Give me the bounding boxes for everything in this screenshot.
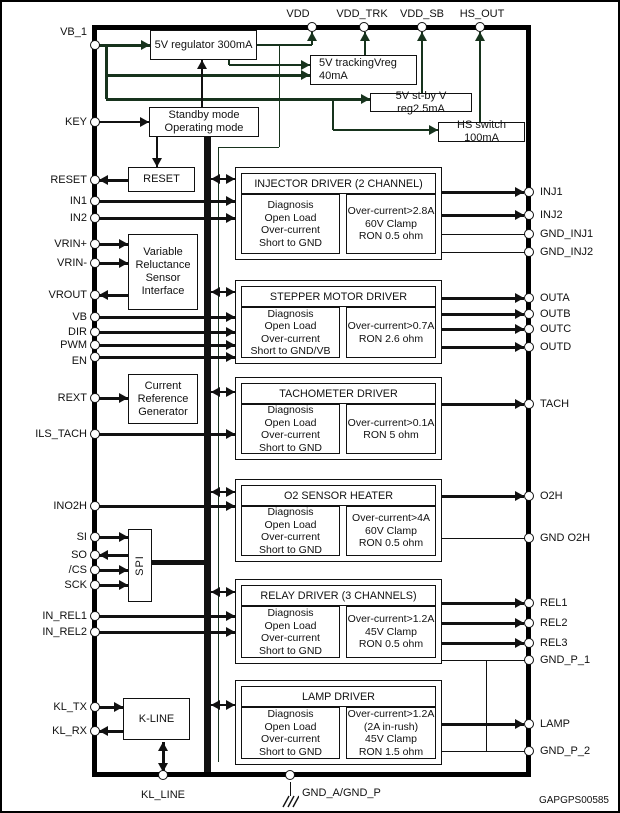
pin-label-gnd-a-gnd-p: GND_A/GND_P — [302, 787, 381, 799]
pin-outc — [524, 324, 534, 334]
wire — [106, 98, 370, 101]
wire — [218, 147, 279, 148]
standby-operating-mode-label: Standby mode — [168, 109, 240, 121]
pin-label-inj2: INJ2 — [540, 209, 563, 221]
wire — [99, 200, 235, 203]
relay-driver-diagnosis-line: Diagnosis — [267, 607, 314, 619]
pin-kl-tx — [90, 702, 100, 712]
arrowhead — [99, 290, 108, 300]
pin-label-vrin: VRIN- — [57, 257, 87, 269]
wire — [442, 723, 524, 726]
wire — [152, 560, 204, 565]
arrowhead — [515, 309, 524, 319]
arrowhead — [226, 312, 235, 322]
tachometer-driver-spec-line: RON 5 ohm — [363, 429, 419, 441]
o2-sensor-heater-spec-line: 60V Clamp — [365, 524, 417, 537]
arrowhead — [119, 258, 128, 268]
stepper-motor-driver-diagnosis-line: Short to GND/VB — [250, 345, 331, 357]
pin-label-outb: OUTB — [540, 308, 571, 320]
arrowhead — [226, 196, 235, 206]
pin-vdd-trk — [359, 22, 369, 32]
pin-label-outa: OUTA — [540, 292, 570, 304]
arrowhead — [226, 213, 235, 223]
arrowhead — [211, 174, 220, 184]
arrowhead — [226, 340, 235, 350]
wire — [442, 252, 529, 253]
arrowhead — [119, 239, 128, 249]
standby-operating-mode-label: Operating mode — [164, 122, 244, 134]
pin-vrin — [90, 258, 100, 268]
stepper-motor-driver-diagnosis-line: Over-current — [261, 332, 320, 345]
arrowhead — [515, 491, 524, 501]
lamp-driver-spec-line: RON 1.5 ohm — [358, 745, 424, 758]
wire — [442, 642, 524, 645]
pin-label-kl-rx: KL_RX — [52, 725, 87, 737]
hs-switch-label: HS switch 100mA — [457, 119, 506, 144]
pin-rel2 — [524, 618, 534, 628]
pin-label-key: KEY — [64, 116, 87, 128]
pin-gnd-p-2 — [524, 746, 534, 756]
arrowhead — [226, 327, 235, 337]
pin-in1 — [90, 196, 100, 206]
tachometer-driver-diagnosis-line: Open Load — [264, 416, 317, 429]
pin-vrin — [90, 239, 100, 249]
wire — [486, 660, 487, 751]
arrowhead — [515, 342, 524, 352]
wire — [442, 602, 524, 605]
wire — [99, 505, 235, 508]
wire — [105, 45, 108, 99]
wire — [442, 191, 524, 194]
arrowhead — [226, 387, 235, 397]
arrowhead — [361, 94, 370, 104]
pin-label-reset: RESET — [50, 174, 87, 186]
pin-reset — [90, 175, 100, 185]
arrowhead — [226, 487, 235, 497]
regulator-5v-box — [150, 30, 257, 60]
pin-hs-out — [475, 22, 485, 32]
pin-label-lamp: LAMP — [540, 718, 570, 730]
arrowhead — [211, 287, 220, 297]
arrowhead — [360, 32, 370, 41]
tachometer-driver-diagnosis — [241, 404, 340, 454]
wire — [479, 32, 481, 122]
arrowhead — [475, 32, 485, 41]
arrowhead — [515, 293, 524, 303]
o2-sensor-heater-diagnosis — [241, 506, 340, 556]
pin-label-ils-tach: ILS_TACH — [35, 428, 87, 440]
diagram-code-label: GAPGPS00585 — [538, 795, 609, 806]
tracking-vreg-label: 40mA — [319, 70, 348, 82]
arrowhead — [226, 700, 235, 710]
arrowhead — [515, 598, 524, 608]
wire — [99, 356, 235, 359]
pin-label-vb-1: VB_1 — [60, 26, 87, 38]
o2-sensor-heater-diagnosis-line: Short to GND — [258, 543, 323, 556]
pin-vdd-sb — [417, 22, 427, 32]
wire — [257, 44, 312, 46]
pin-label-cs: /CS — [68, 564, 87, 576]
arrowhead — [515, 618, 524, 628]
arrowhead — [114, 702, 123, 712]
ground-icon — [281, 794, 299, 808]
relay-driver-diagnosis-line: Open Load — [264, 619, 317, 632]
tracking-vreg-label: 5V trackingVreg — [319, 57, 397, 69]
current-reference-generator-label: Reference — [137, 392, 189, 405]
tachometer-driver-title: TACHOMETER DRIVER — [241, 383, 436, 404]
pin-vb-1 — [90, 40, 100, 50]
wire — [204, 137, 211, 772]
pin-dir — [90, 327, 100, 337]
injector-driver-spec-line: RON 0.5 ohm — [358, 230, 424, 243]
wire — [442, 328, 524, 331]
pin-vrout — [90, 290, 100, 300]
stepper-motor-driver-diagnosis-line: Open Load — [264, 320, 317, 332]
pin-o2h — [524, 491, 534, 501]
pin-label-outc: OUTC — [540, 323, 572, 335]
lamp-driver-diagnosis-line: Short to GND — [258, 745, 323, 758]
arrowhead — [515, 210, 524, 220]
arrowhead — [99, 175, 108, 185]
injector-driver-diagnosis-line: Open Load — [264, 211, 317, 224]
vr-sensor-interface-label: Interface — [141, 285, 185, 297]
pin-label-o2h: O2H — [540, 490, 563, 502]
pin-label-gnd-p-1: GND_P_1 — [540, 654, 591, 666]
current-reference-generator-label: Current — [144, 379, 182, 392]
stepper-motor-driver-spec-line: RON 2.6 ohm — [358, 332, 424, 345]
lamp-driver-spec — [346, 707, 436, 759]
lamp-driver-spec-line: 45V Clamp — [365, 733, 417, 745]
pin-outd — [524, 342, 534, 352]
o2-sensor-heater-diagnosis-line: Open Load — [264, 518, 317, 531]
pin-en — [90, 352, 100, 362]
arrowhead — [515, 187, 524, 197]
arrowhead — [515, 638, 524, 648]
relay-driver-title: RELAY DRIVER (3 CHANNELS) — [241, 585, 436, 606]
pin-label-tach: TACH — [540, 398, 570, 410]
wire — [442, 346, 524, 349]
pin-rel3 — [524, 638, 534, 648]
pin-rext — [90, 393, 100, 403]
wire — [332, 99, 334, 130]
o2-sensor-heater-diagnosis-line: Diagnosis — [267, 506, 314, 518]
arrowhead — [119, 565, 128, 575]
tachometer-driver-spec — [346, 404, 436, 454]
pin-label-vrin: VRIN+ — [54, 238, 87, 250]
relay-driver-diagnosis-line: Short to GND — [258, 644, 323, 657]
wire — [99, 344, 235, 347]
pin-label-vrout: VROUT — [48, 289, 87, 301]
pin-label-gnd-p-2: GND_P_2 — [540, 745, 591, 757]
arrowhead — [119, 393, 128, 403]
pin-key — [90, 117, 100, 127]
stepper-motor-driver-spec — [346, 307, 436, 358]
standby-vreg-box — [370, 89, 472, 115]
vr-sensor-interface-label: Reluctance — [135, 259, 191, 271]
stepper-motor-driver-title: STEPPER MOTOR DRIVER — [241, 286, 436, 307]
wire — [442, 214, 524, 217]
arrowhead — [99, 726, 108, 736]
tachometer-driver-diagnosis-line: Diagnosis — [267, 404, 314, 416]
stepper-motor-driver-spec-line: Over-current>0.7A — [347, 320, 435, 332]
wire — [229, 64, 310, 66]
pin-rel1 — [524, 598, 534, 608]
wire — [279, 45, 280, 147]
pin-label-sck: SCK — [64, 579, 87, 591]
lamp-driver-diagnosis-line: Open Load — [264, 720, 317, 733]
relay-driver-spec-line: Over-current>1.2A — [347, 613, 435, 626]
pin-label-vdd-sb: VDD_SB — [399, 8, 445, 20]
arrowhead — [211, 587, 220, 597]
injector-driver-spec-line: 60V Clamp — [365, 217, 417, 230]
wire — [442, 403, 524, 406]
pin-so — [90, 550, 100, 560]
injector-driver-spec-line: Over-current>2.8A — [347, 205, 435, 218]
o2-sensor-heater-title: O2 SENSOR HEATER — [241, 485, 436, 506]
arrowhead — [226, 352, 235, 362]
pin-pwm — [90, 340, 100, 350]
wire — [99, 433, 235, 436]
pin-cs — [90, 565, 100, 575]
arrowhead — [226, 287, 235, 297]
pin-label-pwm: PWM — [60, 339, 87, 351]
o2-sensor-heater-spec-line: RON 0.5 ohm — [358, 537, 424, 550]
o2-sensor-heater-spec — [346, 506, 436, 556]
pin-label-dir: DIR — [68, 326, 87, 338]
pin-kl-rx — [90, 726, 100, 736]
arrowhead — [515, 399, 524, 409]
relay-driver-diagnosis — [241, 606, 340, 658]
pin-label-so: SO — [71, 549, 87, 561]
k-line-label: K-LINE — [138, 712, 175, 725]
reset-block-box — [128, 167, 195, 192]
wire — [442, 313, 524, 316]
tachometer-driver-spec-line: Over-current>0.1A — [347, 416, 435, 429]
arrowhead — [307, 32, 317, 41]
wire — [218, 147, 219, 762]
wire — [99, 217, 235, 220]
wire — [442, 495, 524, 498]
pin-label-rext: REXT — [57, 392, 87, 404]
pin-gnd-inj1 — [524, 229, 534, 239]
pin-label-inj1: INJ1 — [540, 186, 563, 198]
pin-outb — [524, 309, 534, 319]
arrowhead — [99, 550, 108, 560]
spi-label: SPI — [133, 555, 146, 576]
lamp-driver-title: LAMP DRIVER — [241, 686, 436, 707]
stepper-motor-driver-diagnosis — [241, 307, 340, 358]
pin-label-outd: OUTD — [540, 341, 572, 353]
pin-ils-tach — [90, 429, 100, 439]
pin-label-kl-line: KL_LINE — [140, 789, 186, 801]
vr-sensor-interface-label: Variable — [143, 246, 183, 258]
arrowhead — [140, 117, 149, 127]
reset-block-label: RESET — [143, 173, 180, 185]
current-reference-generator-box — [128, 374, 198, 424]
wire — [442, 297, 524, 300]
arrowhead — [158, 742, 168, 751]
arrowhead — [429, 125, 438, 135]
arrowhead — [211, 487, 220, 497]
arrowhead — [119, 580, 128, 590]
arrowhead — [515, 324, 524, 334]
pin-label-gnd-inj2: GND_INJ2 — [540, 246, 594, 258]
pin-label-si: SI — [76, 531, 87, 543]
arrowhead — [226, 611, 235, 621]
wire — [99, 331, 235, 334]
vr-sensor-interface-label: Sensor — [145, 272, 181, 284]
arrowhead — [515, 719, 524, 729]
arrowhead — [226, 174, 235, 184]
relay-driver-diagnosis-line: Over-current — [261, 632, 320, 644]
injector-driver-diagnosis-line: Over-current — [261, 224, 320, 236]
pin-in2 — [90, 213, 100, 223]
standby-vreg-label: 5V st-by V reg2.5mA — [395, 89, 447, 115]
arrowhead — [141, 40, 150, 50]
pin-label-in-rel2: IN_REL2 — [42, 626, 87, 638]
wire — [442, 234, 529, 235]
pin-inj1 — [524, 187, 534, 197]
spi-box — [128, 529, 152, 602]
pin-in-rel2 — [90, 627, 100, 637]
regulator-5v-label: 5V regulator 300mA — [154, 38, 253, 51]
o2-sensor-heater-spec-line: Over-current>4A — [352, 512, 430, 525]
relay-driver-spec-line: RON 0.5 ohm — [358, 638, 424, 651]
wire — [442, 622, 524, 625]
pin-gnd-p-1 — [524, 655, 534, 665]
pin-sck — [90, 580, 100, 590]
pin-vdd — [307, 22, 317, 32]
pin-label-vdd-trk: VDD_TRK — [336, 8, 388, 20]
pin-kl-line — [158, 770, 168, 780]
lamp-driver-diagnosis-line: Diagnosis — [267, 708, 314, 720]
pin-gnd-o2h — [524, 533, 534, 543]
pin-label-vb: VB — [72, 311, 87, 323]
pin-label-ino2h: INO2H — [53, 500, 87, 512]
pin-label-gnd-o2h: GND O2H — [540, 532, 591, 544]
arrowhead — [119, 532, 128, 542]
pin-label-rel2: REL2 — [540, 617, 568, 629]
pin-label-in2: IN2 — [69, 212, 87, 224]
pin-outa — [524, 293, 534, 303]
pin-vb — [90, 312, 100, 322]
lamp-driver-spec-line: Over-current>1.2A — [347, 708, 435, 720]
lamp-driver-spec-line: (2A in-rush) — [363, 720, 419, 733]
lamp-driver-diagnosis-line: Over-current — [261, 733, 320, 745]
arrowhead — [211, 700, 220, 710]
injector-driver-spec — [346, 194, 436, 254]
tachometer-driver-diagnosis-line: Over-current — [261, 429, 320, 441]
vr-sensor-interface-box — [128, 234, 198, 310]
pin-gnd-a-gnd-p — [285, 770, 295, 780]
tracking-vreg-box — [310, 55, 417, 85]
pin-label-in-rel1: IN_REL1 — [42, 610, 87, 622]
relay-driver-spec-line: 45V Clamp — [365, 625, 417, 638]
pin-tach — [524, 399, 534, 409]
arrowhead — [226, 501, 235, 511]
pin-label-vdd: VDD — [286, 8, 310, 20]
injector-driver-title: INJECTOR DRIVER (2 CHANNEL) — [241, 173, 436, 194]
arrowhead — [226, 587, 235, 597]
injector-driver-diagnosis-line: Diagnosis — [267, 199, 314, 211]
pin-gnd-inj2 — [524, 247, 534, 257]
pin-si — [90, 532, 100, 542]
lamp-driver-diagnosis — [241, 707, 340, 759]
arrowhead — [152, 158, 162, 167]
current-reference-generator-label: Generator — [138, 405, 188, 418]
arrowhead — [197, 60, 207, 69]
hs-switch-box — [438, 119, 525, 144]
pin-label-in1: IN1 — [69, 195, 87, 207]
pin-label-kl-tx: KL_TX — [53, 701, 87, 713]
relay-driver-spec — [346, 606, 436, 658]
pin-label-gnd-inj1: GND_INJ1 — [540, 228, 594, 240]
o2-sensor-heater-diagnosis-line: Over-current — [261, 531, 320, 543]
standby-operating-mode-box — [149, 107, 259, 137]
pin-in-rel1 — [90, 611, 100, 621]
pin-label-en: EN — [71, 355, 87, 367]
pin-label-rel3: REL3 — [540, 637, 568, 649]
injector-driver-diagnosis-line: Short to GND — [258, 236, 323, 249]
wire — [442, 538, 529, 539]
arrowhead — [226, 429, 235, 439]
wire — [333, 129, 438, 131]
stepper-motor-driver-diagnosis-line: Diagnosis — [267, 307, 314, 320]
injector-driver-diagnosis — [241, 194, 340, 254]
arrowhead — [301, 60, 310, 70]
arrowhead — [226, 627, 235, 637]
pin-lamp — [524, 719, 534, 729]
wire — [99, 316, 235, 319]
wire — [421, 32, 423, 93]
pin-label-hs-out: HS_OUT — [459, 8, 505, 20]
tachometer-driver-diagnosis-line: Short to GND — [258, 441, 323, 454]
pin-ino2h — [90, 501, 100, 511]
wire — [99, 631, 235, 634]
pin-label-rel1: REL1 — [540, 597, 568, 609]
pin-inj2 — [524, 210, 534, 220]
k-line-box — [123, 698, 190, 740]
arrowhead — [417, 32, 427, 41]
arrowhead — [211, 387, 220, 397]
arrowhead — [301, 70, 310, 80]
wire — [99, 615, 235, 618]
